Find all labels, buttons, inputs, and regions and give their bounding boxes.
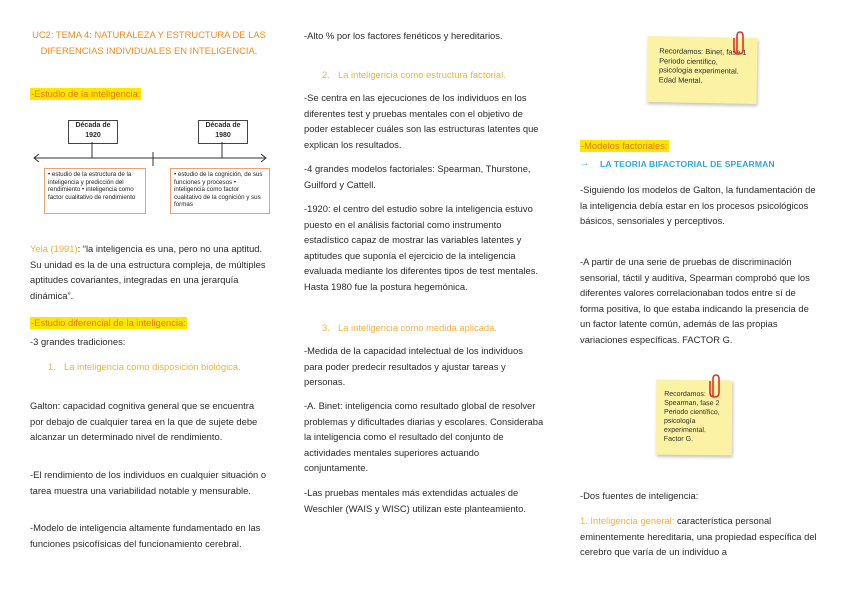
inteligencia-general-label: 1. Inteligencia general:: [580, 515, 675, 526]
list-item-2-text: La inteligencia como estructura factorial.: [338, 69, 506, 80]
pruebas-paragraph: -Las pruebas mentales más extendidas actuales de Weschler (WAIS y WISC) utilizan este planteamiento.: [304, 487, 526, 514]
inteligencia-general-paragraph: [580, 513, 820, 560]
apartir-paragraph: -A partir de una serie de pruebas de discriminación sensorial, táctil y auditiva, Spearman comprobó que los diferentes valores correlacionaban todos entre sí de forma positiva, lo que estaba indicando la presencia de un factor latente común, además de las propias variaciones específicas. FACTOR G.: [580, 256, 810, 345]
alto-paragraph: -Alto % por los factores fenéticos y hereditarios.: [304, 30, 503, 41]
list-item-1-text: La inteligencia como disposición biológica.: [64, 361, 241, 372]
centra-paragraph: -Se centra en las ejecuciones de los individuos en los diferentes test y pruebas mentales con el objetivo de poder establecer cuáles son las estructuras latentes que explican los resultados.: [304, 92, 539, 150]
timeline-figure: [30, 106, 270, 232]
siguiendo-paragraph: -Siguiendo los modelos de Galton, la fundamentación de la inteligencia debía estar en los procesos psicológicos básicos, sensoriales y perceptivos.: [580, 184, 816, 227]
binet-paragraph: -A. Binet: inteligencia como resultado global de resolver problemas y dificultades diarias y escolares. Consideraba la inteligencia como el resultado del conjunto de actividades mentales superiores actuando conjuntamente.: [304, 400, 544, 474]
rendimiento-paragraph: -El rendimiento de los individuos en cualquier situación o tarea muestra una variabilidad notable y mensurable.: [30, 469, 267, 496]
tradiciones-text: -3 grandes tradiciones:: [30, 336, 126, 347]
yela-citation: Yela (1991): [30, 243, 78, 254]
timeline-decade-1920: Década de 1920: [68, 120, 118, 144]
sticky-note-spearman-text: Recordamos: Spearman, fase 2 Periodo científico, psicología experimental. Factor G.: [663, 390, 720, 443]
list-item-2-number: 2.: [322, 69, 330, 80]
yela-quote: : “la inteligencia es una, pero no una aptitud. Su unidad es la de una estructura compleja, de múltiples aptitudes covariantes, integradas en una jerarquía dinámica”.: [30, 243, 266, 301]
timeline-text-1980: • estudio de la cognición, de sus funciones y procesos • inteligencia como factor cualitativo de la cognición y sus formas: [170, 168, 270, 214]
timeline-decade-1980: Década de 1980: [198, 120, 248, 144]
dos-fuentes-text: -Dos fuentes de inteligencia:: [580, 490, 699, 501]
cuatro-modelos-paragraph: -4 grandes modelos factoriales: Spearman, Thurstone, Guilford y Cattell.: [304, 163, 531, 190]
year-1920-paragraph: -1920: el centro del estudio sobre la inteligencia estuvo puesto en el análisis factorial como instrumento estadístico capaz de mostrar las variables latentes y aptitudes que suponía el ejercicio de la inteligencia evaluada mediante los diferentes tipos de test mentales. Hasta 1980 fue la postura hegemónica.: [304, 203, 538, 292]
sticky-note-binet-text: Recordamos: Binet, fase 1 Periodo científico, psicología experimental. Edad Mental.: [658, 46, 747, 85]
list-item-3-text: La inteligencia como medida aplicada.: [338, 322, 497, 333]
document-title: UC2: TEMA 4: NATURALEZA Y ESTRUCTURA DE LAS DIFERENCIAS INDIVIDUALES EN INTELIGENCIA.: [32, 29, 266, 56]
teoria-arrow-icon: →: [580, 158, 590, 169]
list-item-1-number: 1.: [48, 361, 56, 372]
heading-estudio-diferencial: -Estudio diferencial de la inteligencia:: [31, 317, 186, 328]
heading-estudio-inteligencia: -Estudio de la inteligencia:: [31, 88, 141, 99]
paperclip-icon-2: [704, 373, 722, 399]
medida-paragraph: -Medida de la capacidad intelectual de los individuos para poder predecir resultados y ajustar tareas y personas.: [304, 345, 523, 388]
paperclip-icon: [728, 30, 746, 56]
galton-paragraph: Galton: capacidad cognitiva general que se encuentra por debajo de cualquier tarea en la que de sujete debe alcanzar un determinado nivel de rendimiento.: [30, 400, 258, 443]
teoria-bifactorial-heading: LA TEORIA BIFACTORIAL DE SPEARMAN: [600, 159, 775, 169]
modelo-paragraph: -Modelo de inteligencia altamente fundamentado en las funciones psicofísicas del funcionamiento cerebral.: [30, 522, 261, 549]
list-item-3-number: 3.: [322, 322, 330, 333]
yela-paragraph: [30, 241, 270, 303]
inteligencia-general-text: característica personal eminentemente hereditaria, una propiedad específica del cerebro que varía de un individuo a: [580, 515, 817, 558]
timeline-text-1920: • estudio de la estructura de la inteligencia y predicción del rendimiento • inteligencia como factor cualitativo de rendimiento: [44, 168, 146, 214]
heading-modelos-factoriales: -Modelos factoriales:: [581, 140, 668, 151]
